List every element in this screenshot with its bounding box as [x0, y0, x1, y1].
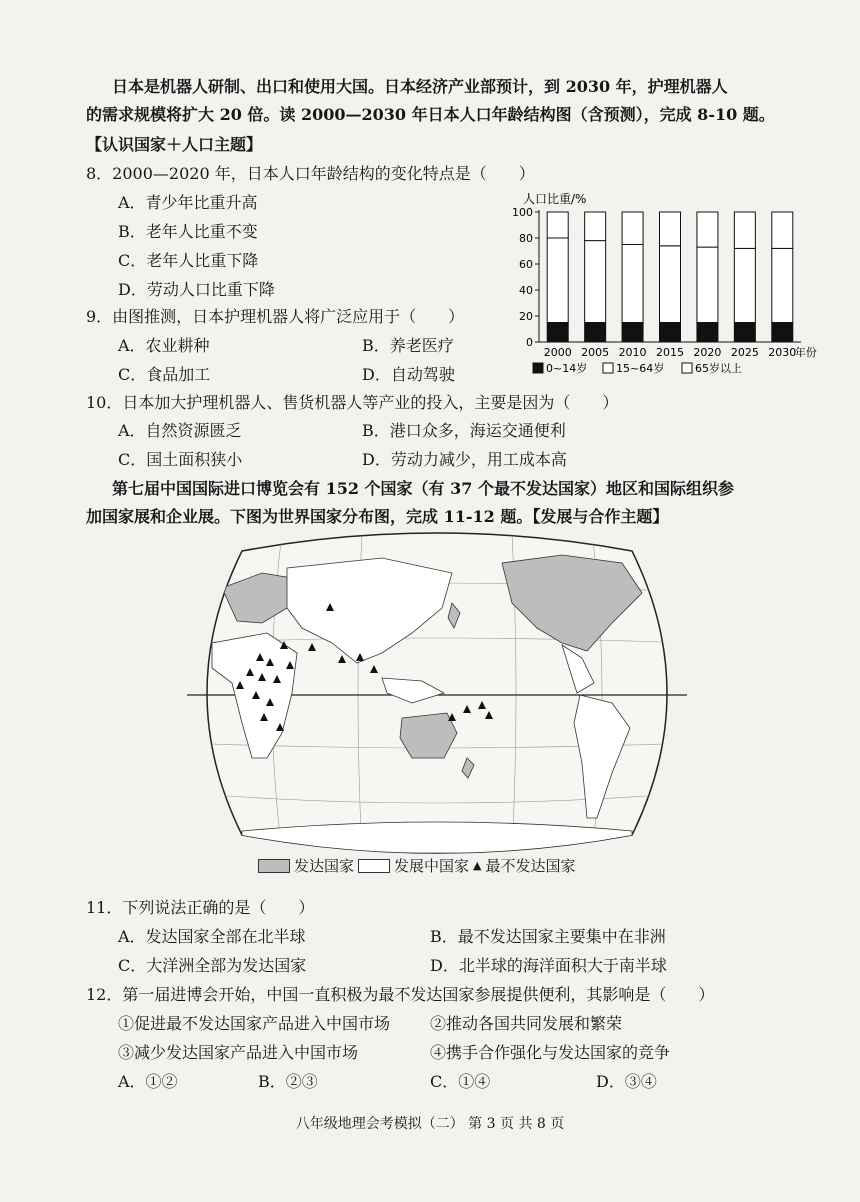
chart-bar-segment-2 [622, 212, 643, 245]
age-structure-chart-svg [505, 190, 817, 385]
question-9-option-d[interactable]: D．自动驾驶 [362, 365, 455, 384]
theme-label-population: 【认识国家＋人口主题】 [86, 135, 263, 154]
chart-bar-segment-2 [734, 212, 755, 248]
intro-japan-line1: 日本是机器人研制、出口和使用大国。日本经济产业部预计，到 2030 年，护理机器人 [112, 77, 728, 96]
chart-x-tick-label: 2025 [730, 346, 759, 359]
chart-legend-label-1: 15~64岁 [616, 362, 665, 375]
chart-bar-segment-0 [585, 323, 606, 343]
chart-x-tick-label: 2010 [618, 346, 647, 359]
world-map-svg [182, 533, 692, 853]
question-9-option-b[interactable]: B．养老医疗 [362, 336, 454, 355]
chart-x-tick-label: 2020 [693, 346, 722, 359]
chart-legend-label-2: 65岁以上 [695, 362, 742, 375]
chart-bar-segment-1 [585, 241, 606, 323]
chart-bar-segment-2 [660, 212, 681, 246]
chart-bar-segment-0 [697, 323, 718, 343]
intro-expo-line1: 第七届中国国际进口博览会有 152 个国家（有 37 个最不发达国家）地区和国际组织参 [112, 479, 734, 498]
antarctica [242, 822, 632, 853]
question-11-option-b[interactable]: B．最不发达国家主要集中在非洲 [430, 927, 666, 946]
chart-bar-segment-1 [697, 247, 718, 322]
question-12-statement-2: ②推动各国共同发展和繁荣 [430, 1014, 623, 1033]
question-12-statement-4: ④携手合作强化与发达国家的竞争 [430, 1043, 671, 1062]
legend-developing-label: 发展中国家 [394, 857, 470, 875]
world-country-map [182, 533, 692, 853]
chart-bar-segment-2 [585, 212, 606, 241]
question-8-option-c[interactable]: C．老年人比重下降 [118, 251, 259, 270]
question-9-option-a[interactable]: A．农业耕种 [118, 336, 210, 355]
question-11-option-c[interactable]: C．大洋洲全部为发达国家 [118, 956, 307, 975]
legend-developed-label: 发达国家 [294, 857, 355, 875]
chart-y-tick-label: 20 [519, 310, 533, 323]
question-12-option-a[interactable]: A．①② [118, 1072, 178, 1091]
question-12-statement-3: ③减少发达国家产品进入中国市场 [118, 1043, 359, 1062]
question-11-stem: 11．下列说法正确的是（ ） [86, 898, 315, 917]
question-10-option-a[interactable]: A．自然资源匮乏 [118, 421, 242, 440]
chart-bar-segment-1 [660, 246, 681, 323]
question-11-option-d[interactable]: D．北半球的海洋面积大于南半球 [430, 956, 667, 975]
chart-x-axis-label: 年份 [794, 346, 817, 359]
question-9-stem: 9．由图推测，日本护理机器人将广泛应用于（ ） [86, 307, 465, 326]
chart-x-tick-label: 2030 [768, 346, 797, 359]
chart-bar-segment-1 [622, 245, 643, 323]
question-12-option-d[interactable]: D．③④ [596, 1072, 657, 1091]
chart-bar-segment-0 [660, 323, 681, 343]
chart-legend-swatch-1 [603, 363, 613, 373]
chart-bar-segment-2 [547, 212, 568, 238]
age-structure-chart [505, 190, 817, 385]
question-9-option-c[interactable]: C．食品加工 [118, 365, 211, 384]
question-8-option-a[interactable]: A．青少年比重升高 [118, 193, 258, 212]
chart-y-tick-label: 40 [519, 284, 533, 297]
chart-y-axis-label: 人口比重/% [523, 192, 587, 206]
question-10-stem: 10．日本加大护理机器人、售货机器人等产业的投入，主要是因为（ ） [86, 393, 619, 412]
chart-bar-segment-2 [772, 212, 793, 248]
legend-least-developed-label: 最不发达国家 [485, 857, 576, 875]
chart-x-tick-label: 2000 [543, 346, 572, 359]
intro-expo-line2: 加国家展和企业展。下图为世界国家分布图，完成 11-12 题。【发展与合作主题】 [86, 507, 669, 526]
question-12-stem: 12．第一届进博会开始，中国一直积极为最不发达国家参展提供便利，其影响是（ ） [86, 985, 715, 1004]
question-8-option-b[interactable]: B．老年人比重不变 [118, 222, 258, 241]
chart-legend-label-0: 0~14岁 [546, 362, 588, 375]
chart-legend-swatch-0 [533, 363, 543, 373]
question-8-option-d[interactable]: D．劳动人口比重下降 [118, 280, 275, 299]
page-footer: 八年级地理会考模拟（二） 第 3 页 共 8 页 [295, 1116, 565, 1132]
intro-japan-line2: 的需求规模将扩大 20 倍。读 2000—2030 年日本人口年龄结构图（含预测），完成 8-10 题。 [86, 105, 775, 124]
triangle-icon: ▲ [473, 859, 482, 872]
map-legend [258, 856, 576, 876]
chart-x-tick-label: 2015 [656, 346, 684, 359]
legend-developing-swatch [358, 859, 390, 873]
chart-bar-segment-1 [734, 248, 755, 322]
chart-legend-swatch-2 [682, 363, 692, 373]
chart-y-tick-label: 0 [526, 336, 533, 349]
chart-bar-segment-0 [622, 323, 643, 343]
chart-bar-segment-0 [547, 323, 568, 343]
question-10-option-c[interactable]: C．国土面积狭小 [118, 450, 243, 469]
chart-x-tick-label: 2005 [581, 346, 610, 359]
legend-developed-swatch [258, 859, 290, 873]
chart-bar-segment-0 [734, 323, 755, 343]
question-12-option-b[interactable]: B．②③ [258, 1072, 318, 1091]
chart-bar-segment-2 [697, 212, 718, 247]
question-11-option-a[interactable]: A．发达国家全部在北半球 [118, 927, 306, 946]
question-10-option-b[interactable]: B．港口众多，海运交通便利 [362, 421, 566, 440]
chart-y-tick-label: 80 [519, 232, 533, 245]
question-12-statement-1: ①促进最不发达国家产品进入中国市场 [118, 1014, 391, 1033]
question-10-option-d[interactable]: D．劳动力减少，用工成本高 [362, 450, 567, 469]
chart-bar-segment-1 [772, 248, 793, 322]
chart-y-tick-label: 100 [512, 206, 533, 219]
chart-bar-segment-1 [547, 238, 568, 323]
chart-bar-segment-0 [772, 323, 793, 343]
chart-y-tick-label: 60 [519, 258, 533, 271]
question-8-stem: 8．2000—2020 年，日本人口年龄结构的变化特点是（ ） [86, 164, 535, 183]
question-12-option-c[interactable]: C．①④ [430, 1072, 491, 1091]
